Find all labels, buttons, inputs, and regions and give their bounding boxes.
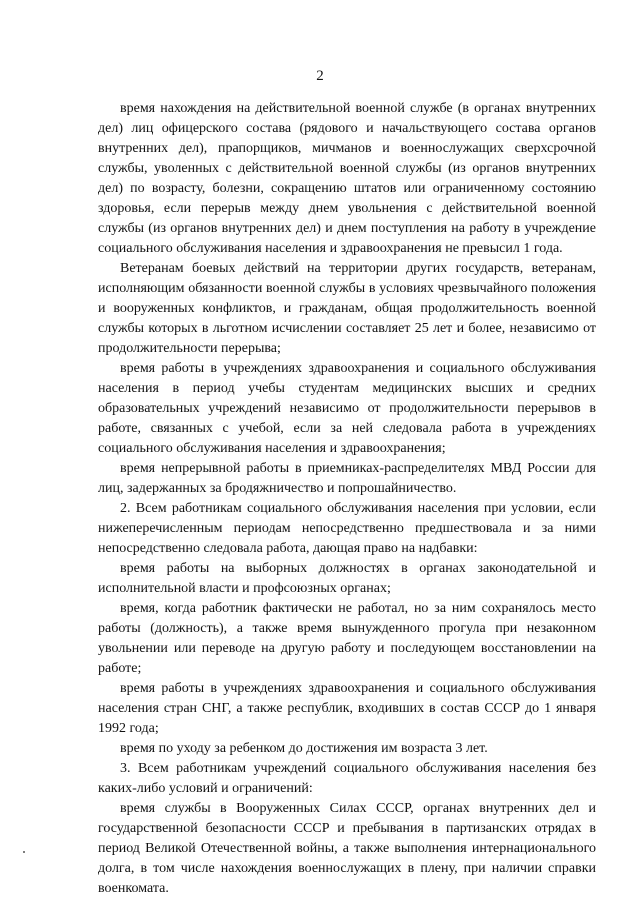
paragraph-8: время работы в учреждениях здравоохранения и социального обслуживания населения стран СНГ, а также республик, входивших в состав СССР до 1 января 1992 года; <box>98 681 596 736</box>
paragraph-3: время работы в учреждениях здравоохранения и социального обслуживания населения в период учебы студентам медицинских высших и средних образовательных учреждений независимо от продолжительности перерывов в работе, связанных с учебой, если за ней следовала работа в учреждениях социального обслуживания населения и здравоохранения; <box>98 361 596 456</box>
paragraph-1: время нахождения на действительной военной службе (в органах внутренних дел) лиц офицерского состава (рядового и начальствующего состава органов внутренних дел), прапорщиков, мичманов и военнослужащих сверхсрочной службы, уволенных с действительной военной службы (из органов внутренних дел) по возрасту, болезни, сокращению штатов или ограниченному состоянию здоровья, если перерыв между днем увольнения с действительной военной службы (из органов внутренних дел) и днем поступления на работу в учреждение социального обслуживания населения и здравоохранения не превысил 1 года. <box>98 101 596 256</box>
paragraph-2: Ветеранам боевых действий на территории других государств, ветеранам, исполняющим обязанности военной службы в условиях чрезвычайного положения и вооруженных конфликтов, и гражданам, общая продолжительность военной службы которых в льготном исчислении составляет 25 лет и более, независимо от продолжительности перерыва; <box>98 261 596 356</box>
paragraph-9: время по уходу за ребенком до достижения им возраста 3 лет. <box>120 741 488 756</box>
paragraph-5: 2. Всем работникам социального обслуживания населения при условии, если нижеперечисленным периодам непосредственно предшествовала и за ними непосредственно следовала работа, дающая право на надбавки: <box>98 501 596 556</box>
scan-speck <box>23 851 25 853</box>
paragraph-11: время службы в Вооруженных Силах СССР, органах внутренних дел и государственной безопасности СССР и пребывания в партизанских отрядах в период Великой Отечественной войны, а также выполнения интернационального долга, в том числе нахождения военнослужащих в плену, при наличии справки военкомата. <box>98 801 596 896</box>
paragraph-7: время, когда работник фактически не работал, но за ним сохранялось место работы (должность), а также время вынужденного прогула при незаконном увольнении или переводе на другую работу и последующем восстановлении на работе; <box>98 601 596 676</box>
paragraph-4: время непрерывной работы в приемниках-распределителях МВД России для лиц, задержанных за бродяжничество и попрошайничество. <box>98 461 596 496</box>
page-number: 2 <box>316 68 324 84</box>
body-text <box>98 99 596 899</box>
paragraph-6: время работы на выборных должностях в органах законодательной и исполнительной власти и профсоюзных органах; <box>98 561 596 596</box>
paragraph-10: 3. Всем работникам учреждений социального обслуживания населения без каких-либо условий и ограничений: <box>98 761 596 796</box>
